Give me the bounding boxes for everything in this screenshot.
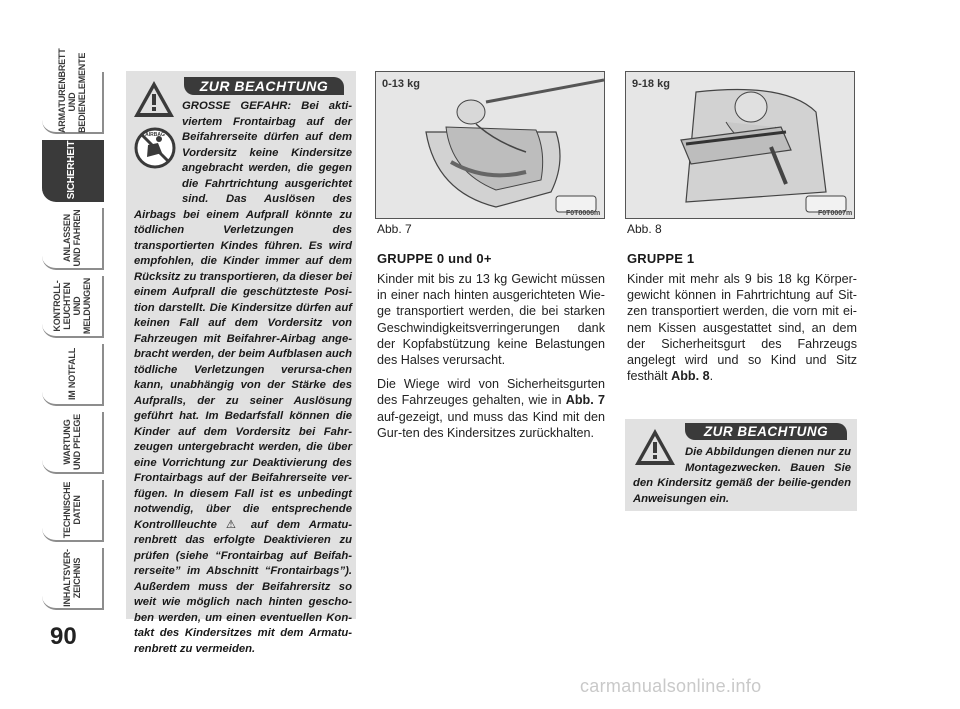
tab-anlassen[interactable]: ANLASSEN UND FAHREN — [42, 208, 104, 270]
figure-reference: Abb. 7 — [565, 393, 605, 408]
tab-wartung[interactable]: WARTUNG UND PFLEGE — [42, 412, 104, 474]
section-title-gruppe-0: GRUPPE 0 und 0+ — [377, 251, 492, 266]
figure-child-seat — [625, 71, 855, 219]
figure-weight-label: 9-18 kg — [632, 78, 670, 90]
figure-infant-carrier — [375, 71, 605, 219]
tab-inhaltsverzeichnis[interactable]: INHALTSVER- ZEICHNIS — [42, 548, 104, 610]
warning-box-mounting — [625, 419, 857, 511]
section-body-gruppe-0 — [377, 271, 605, 449]
tab-im-notfall[interactable]: IM NOTFALL — [42, 344, 104, 406]
tab-kontrollleuchten[interactable]: KONTROLL- LEUCHTEN UND MELDUNGEN — [42, 276, 104, 338]
child-seat-illustration — [626, 72, 855, 219]
warning-text-airbag: GROSSE GEFAHR: Bei akti-viertem Frontairbag auf der Beifahrerseite dürfen auf dem Vordersitz keine Kindersitze angebracht werden, die gegen die Fahrtrichtung ausgerichtet sind. Das Auslösen des Airbags bei einem Aufprall könnte zu tödlichen Verletzungen des transportierten Kindes führen. Es wird empfohlen, die Kinder immer auf dem Rücksitz zu transportieren, da dieser bei einem Aufprall die geschützteste Posi-tion darstellt. Die Kindersitze dürfen auf keinen Fall auf dem Vordersitz von Fahrzeugen mit Beifahrer-Airbag ange-bracht werden, der beim Aufblasen auch tödliche Verletzungen verursa-chen kann, unabhängig von der Stärke des Aufpralls, der zu seiner Auslösung geführt hat. Im Bedarfsfall können die Kinder auf dem Vordersitz bei Fahr-zeugen untergebracht werden, die über eine Vorrichtung zur Deaktivierung des Frontairbags auf der Beifahrerseite ver-fügen. In diesem Fall ist es unbedingt notwendig, über die entsprechende Kontrollleuchte ⚠ auf dem Armatu-renbrett das erfolgte Deaktivieren zu prüfen (siehe “Frontairbag auf Beifah-rerseite” im Abschnitt “Frontairbags”). Außerdem muss der Beifahrersitz so weit wie möglich nach hinten gescho-ben werden, um einen eventuellen Kon-takt des Kindersitzes mit dem Armatu-renbrett zu vermeiden. — [134, 100, 352, 655]
warning-text-mounting: Die Abbildungen dienen nur zu Montagezwecken. Bauen Sie den Kindersitz gemäß der beilie-genden Anweisungen ein. — [633, 446, 851, 505]
airbag-badge-text: AIRBAG — [145, 132, 165, 138]
section-body-gruppe-1 — [627, 271, 857, 392]
figure-caption: Abb. 8 — [627, 222, 662, 236]
tab-technische-daten[interactable]: TECHNISCHE DATEN — [42, 480, 104, 542]
warning-box-airbag — [126, 71, 356, 655]
section-title-gruppe-1: GRUPPE 1 — [627, 251, 695, 266]
infant-carrier-illustration — [376, 72, 605, 219]
figure-caption: Abb. 7 — [377, 222, 412, 236]
paragraph: Kinder mit mehr als 9 bis 18 kg Körper-gewicht können in Fahrtrichtung auf Sit-zen transportiert werden, die vorn mit ei-nem Kissen ausgestattet sind, an dem der Sicherheitsgurt des Fahrzeugs angelegt wird und so Kind und Sitz festhält Abb. 8. — [627, 272, 857, 384]
tab-sicherheit[interactable]: SICHERHEIT — [42, 140, 104, 202]
warning-header: ZUR BEACHTUNG — [184, 77, 344, 95]
paragraph: Die Wiege wird von Sicherheitsgurten des Fahrzeuges gehalten, wie in Abb. 7 auf-gezeigt, und muss das Kind mit den Gur-ten des Kindersitzes zurückhalten. — [377, 377, 605, 440]
page-number: 90 — [50, 623, 77, 650]
figure-weight-label: 0-13 kg — [382, 78, 420, 90]
paragraph: Kinder mit bis zu 13 kg Gewicht müssen in einer nach hinten ausgerichteten Wie-ge transportiert werden, die bei starken Geschwindigkeitsverringerungen dank der Kopfabstützung keine Belastungen des Halses verursacht. — [377, 272, 605, 368]
figure-reference: Abb. 8 — [671, 369, 710, 384]
warning-header: ZUR BEACHTUNG — [685, 423, 847, 440]
figure-code: F0T0007m — [818, 210, 853, 217]
tab-armaturenbrett[interactable]: ARMATURENBRETT UND BEDIENELEMENTE — [42, 72, 104, 134]
watermark: carmanualsonline.info — [580, 676, 762, 696]
figure-code: F0T0006m — [566, 210, 601, 217]
